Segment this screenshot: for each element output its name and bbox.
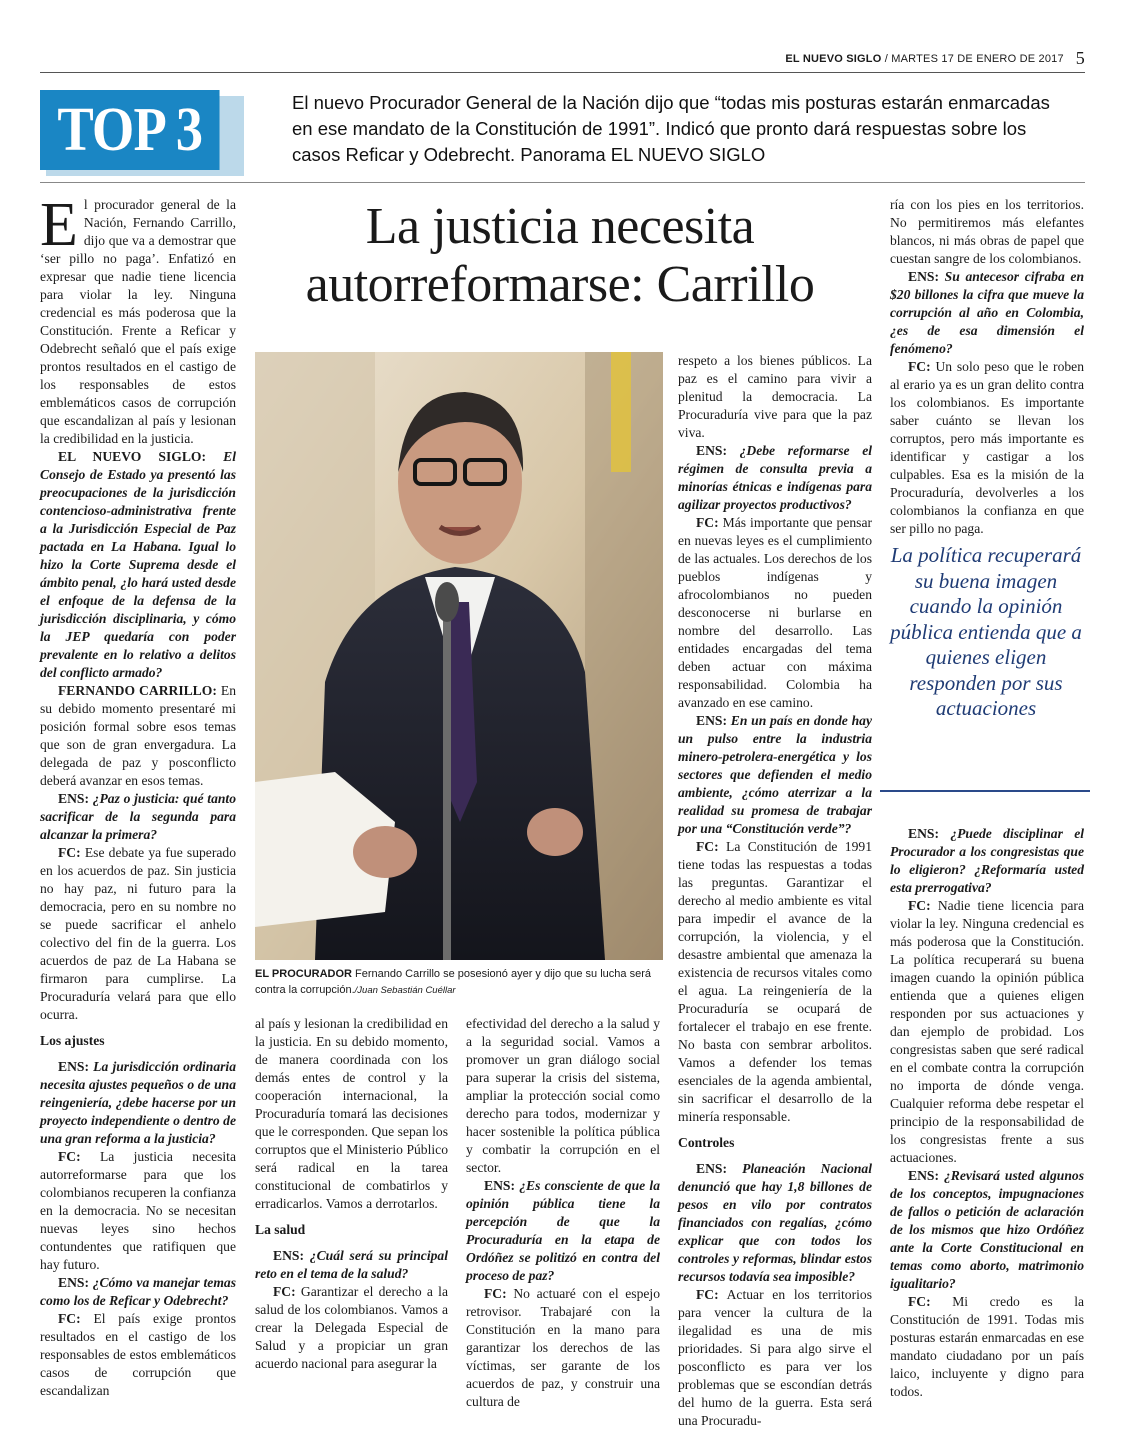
- answer-text: Un solo peso que le roben al erario ya es un gran delito contra los colombianos. Es importante saber cuánto se llevan los corruptos, pero más importante es identificar y castigar a los culpables. Esa es la misión de la Procuraduría, devolverles a los colombianos la confianza en que ser pillo no paga.: [890, 359, 1084, 536]
- speaker: ENS:: [696, 713, 727, 728]
- article-column-3: [466, 1015, 660, 1411]
- speaker: FC:: [696, 515, 719, 530]
- pull-quote: La política recuperará su buena imagen cuando la opinión pública entienda que a quienes eligen responden por sus actuaciones: [890, 543, 1082, 720]
- answer: [255, 1283, 448, 1373]
- question-text: ¿Debe reformarse el régimen de consulta previa a minorías étnicas e indígenas para agilizar proyectos productivos?: [678, 443, 872, 512]
- page-header: EL NUEVO SIGLO / MARTES 17 DE ENERO DE 2017 5: [785, 48, 1085, 68]
- speaker: FERNANDO CARRILLO:: [58, 683, 217, 698]
- speaker: EL NUEVO SIGLO:: [58, 449, 207, 464]
- answer-text: La Constitución de 1991 tiene todas las respuestas a todas las preguntas. Garantizar el derecho al medio ambiente es vital para impedir el avance de la corrupción, la violencia, y el desastre ambiental que amenaza la existencia de recursos vitales como el agua. La reingeniería de la Procuraduría se ocupará de fortalecer el trabajo en ese frente. No basta con sembrar arbolitos. Vamos a defender los temas esenciales de la agenda ambiental, sin sacrificar el desarrollo de la minería responsable.: [678, 839, 872, 1124]
- speaker: ENS:: [696, 1161, 727, 1176]
- headline: La justicia necesita autorreformarse: Carrillo: [305, 198, 815, 313]
- answer-text: Nadie tiene licencia para violar la ley. Ninguna credencial es más poderosa que la Constitución. La política recuperará su buena imagen cuando la opinión pública entienda que a quienes eligen responden por sus actuaciones y dan ejemplo de probidad. Los congresistas saben que seré radical en el combate contra la corrupción no importa de dónde venga. Cualquier reforma debe respetar el principio de la responsabilidad de los congresistas frente a sus actuaciones.: [890, 898, 1084, 1165]
- article-column-4: [678, 352, 872, 1430]
- intro-text: l procurador general de la Nación, Fernando Carrillo, dijo que va a demostrar que ‘ser pillo no paga’. Enfatizó en expresar que nadie tiene licencia para violar la ley. Ninguna credencial es más poderosa que la Constitución. Frente a Reficar y Odebrecht señaló que el país exige prontos resultados en el castigo de los responsables de estos emblemáticos casos de corrupción que escandalizan al país y lesionan la credibilidad en la justicia.: [40, 197, 236, 446]
- paragraph: efectividad del derecho a la salud y a la seguridad social. Vamos a promover un gran diálogo social para superar la crisis del sistema, ampliar la protección social como derecho para todos, modernizar y hacer sostenible la política pública y combatir la corrupción en el sector.: [466, 1016, 660, 1175]
- question-text: Planeación Nacional denunció que hay 1,8 billones de pesos en vilo por contratos financiados con regalías, ¿cómo explicar que con todos los controles y reformas, blindar estos recursos todavía sea imposible?: [678, 1161, 872, 1284]
- question-1: [678, 442, 872, 514]
- answer-text: Mi credo es la Constitución de 1991. Todas mis posturas estarán enmarcadas en ese mandato ciudadano por un país laico, incluyente y digno para todos.: [890, 1294, 1084, 1399]
- answer: [466, 1285, 660, 1411]
- question-text: Su antecesor cifraba en $20 billones la cifra que mueve la corrupción al año en Colombia, ¿es de esa dimensión el fenómeno?: [890, 269, 1084, 356]
- question-2: [678, 712, 872, 838]
- speaker: FC:: [908, 359, 931, 374]
- question-3: [678, 1160, 872, 1286]
- question-4: [40, 1274, 236, 1310]
- answer-1: [890, 358, 1084, 538]
- header-rule: [40, 72, 1085, 73]
- lead-rule: [40, 182, 1085, 183]
- question-text: ¿Revisará usted algunos de los conceptos, impugnaciones de fallos o petición de aclaración de los mismos que hizo Ordóñez ante la Corte Constitucional en temas como aborto, matrimonio igualitario?: [890, 1168, 1084, 1291]
- paper-name: EL NUEVO SIGLO: [785, 53, 882, 65]
- speaker: ENS:: [908, 826, 939, 841]
- speaker: ENS:: [908, 1168, 939, 1183]
- speaker: ENS:: [908, 269, 939, 284]
- question-1: [40, 448, 236, 682]
- speaker: FC:: [58, 1149, 81, 1164]
- page-number: 5: [1075, 48, 1085, 68]
- question-text: ¿Es consciente de que la opinión pública tiene la percepción de que la Procuraduría en la etapa de Ordóñez se politizó en contra del proceso de paz?: [466, 1178, 660, 1283]
- answer-2: [678, 838, 872, 1126]
- photo-caption: [255, 966, 665, 999]
- answer-3: [678, 1286, 872, 1430]
- answer-text: En su debido momento presentaré mi posición formal sobre esos temas que son de gran envergadura. La delegada de paz y posconflicto deberá avanzar en esos temas.: [40, 683, 236, 788]
- speaker: ENS:: [58, 1059, 89, 1074]
- speaker: FC:: [484, 1286, 507, 1301]
- paragraph: al país y lesionan la credibilidad en la justicia. En su debido momento, de manera coordinada con los demás entes de control y la cooperación internacional, la Procuraduría tomará las decisiones que le corresponden. Que sepan los corruptos que el Ministerio Público será radical en la tarea constitucional de combatirlos y erradicarlos. Vamos a derrotarlos.: [255, 1016, 448, 1211]
- article-lead: El nuevo Procurador General de la Nación dijo que “todas mis posturas estarán enmarcadas en ese mandato de la Constitución de 1991”. Indicó que pronto dará respuestas sobre los casos Reficar y Odebrecht. Panorama EL NUEVO SIGLO: [292, 92, 1050, 165]
- speaker: FC:: [908, 1294, 931, 1309]
- answer-4: [40, 1310, 236, 1400]
- subheading: Controles: [678, 1135, 735, 1150]
- answer-text: El país exige prontos resultados en el castigo de los responsables de estos emblemáticos casos de corrupción que escandalizan: [40, 1311, 236, 1398]
- question-3: [890, 1167, 1084, 1293]
- caption-text: Fernando Carrillo se posesionó ayer y dijo que su lucha será contra la corrupción.: [255, 968, 651, 996]
- speaker: FC:: [58, 1311, 81, 1326]
- speaker: FC:: [696, 1287, 719, 1302]
- article-column-5-top: [890, 196, 1084, 538]
- subheading: La salud: [255, 1222, 306, 1237]
- speaker: FC:: [908, 898, 931, 913]
- question-2: [890, 825, 1084, 897]
- answer-text: La justicia necesita autorreformarse para que los colombianos recuperen la confianza en la democracia. No se necesitan nuevas leyes sino hechos contundentes que ratifiquen que hay futuro.: [40, 1149, 236, 1272]
- photo: [255, 352, 663, 960]
- answer-1: [40, 682, 236, 790]
- photo-credit: /Juan Sebastián Cuéllar: [354, 985, 456, 996]
- speaker: FC:: [58, 845, 81, 860]
- article-column-5-bottom: [890, 825, 1084, 1401]
- speaker: ENS:: [58, 791, 89, 806]
- question: [255, 1247, 448, 1283]
- intro-paragraph: [40, 191, 236, 448]
- caption-lead: EL PROCURADOR: [255, 968, 352, 980]
- speaker: ENS:: [273, 1248, 304, 1263]
- article-column-1: [40, 191, 236, 1400]
- pull-quote-rule: [880, 790, 1090, 792]
- answer-text: Actuar en los territorios para vencer la cultura de la ilegalidad es una de mis prioridades. Si para algo sirve el posconflicto es para ver los problemas que se escondían detrás del humo de la guerra. Esta será una Procuradu-: [678, 1287, 872, 1428]
- speaker: ENS:: [696, 443, 727, 458]
- issue-date: MARTES 17 DE ENERO DE 2017: [891, 53, 1064, 65]
- speaker: ENS:: [484, 1178, 515, 1193]
- answer-2: [890, 897, 1084, 1167]
- answer-text: Más importante que pensar en nuevas leyes es el cumplimiento de las actuales. Los derechos de los pueblos indígenas y afrocolombianos no pueden desconocerse ni burlarse en nombre del desarrollo. Las entidades encargadas del tema deben actuar con máxima responsabilidad. Colombia ha avanzado en ese camino.: [678, 515, 872, 710]
- question-text: ¿Puede disciplinar el Procurador a los congresistas que lo eligieron? ¿Reformaría usted esta prerrogativa?: [890, 826, 1084, 895]
- paragraph: ría con los pies en los territorios. No permitiremos más elefantes blancos, ni más obras de papel que cuestan sangre de los colombianos.: [890, 197, 1084, 266]
- answer-2: [40, 844, 236, 1024]
- subheading: Los ajustes: [40, 1033, 105, 1048]
- answer-3: [40, 1148, 236, 1274]
- question-text: ¿Cuál será su principal reto en el tema de la salud?: [255, 1248, 448, 1281]
- paragraph: respeto a los bienes públicos. La paz es el camino para vivir a plenitud la democracia. La Procuraduría vive para que la paz viva.: [678, 353, 872, 440]
- question: [466, 1177, 660, 1285]
- question-1: [890, 268, 1084, 358]
- question-text: El Consejo de Estado ya presentó las preocupaciones de la jurisdicción contencioso-administrativa frente a la Jurisdicción Especial de Paz pactada en La Habana. Igual lo hizo la Corte Suprema desde el ámbito penal, ¿lo hará usted desde el enfoque de la defensa de la jurisdicción disciplinaria, y cómo la JEP quedaría con poder prevalente en lo relativo a delitos del conflicto armado?: [40, 449, 236, 680]
- question-2: [40, 790, 236, 844]
- section-label: TOP 3: [40, 90, 220, 170]
- speaker: FC:: [273, 1284, 296, 1299]
- answer-text: Garantizar el derecho a la salud de los colombianos. Vamos a crear la Delegada Especial de Salud y a propiciar un gran acuerdo nacional para asegurar la: [255, 1284, 448, 1371]
- question-text: ¿Paz o justicia: qué tanto sacrificar de la segunda para alcanzar la primera?: [40, 791, 236, 842]
- drop-cap: E: [40, 191, 78, 259]
- article-column-2: [255, 1015, 448, 1373]
- question-3: [40, 1058, 236, 1148]
- speaker: ENS:: [58, 1275, 89, 1290]
- answer-text: No actuaré con el espejo retrovisor. Trabajaré con la Constitución en la mano para garantizar los derechos de las víctimas, ser garante de los acuerdos de paz, y construir una cultura de: [466, 1286, 660, 1409]
- answer-3: [890, 1293, 1084, 1401]
- speaker: FC:: [696, 839, 719, 854]
- answer-text: Ese debate ya fue superado en los acuerdos de paz. Sin justicia no hay paz, ni futuro para la democracia, pero en su nombre no se puede sacrificar el anhelo colectivo del fin de la guerra. Los acuerdos de paz de La Habana se firmaron para cumplirse. La Procuraduría velará para que ello ocurra.: [40, 845, 236, 1022]
- answer-1: [678, 514, 872, 712]
- question-text: ¿Cómo va manejar temas como los de Reficar y Odebrecht?: [40, 1275, 236, 1308]
- question-text: La jurisdicción ordinaria necesita ajustes pequeños o de una reingeniería, ¿debe hacerse por un proyecto independiente o dentro de una gran reforma a la justicia?: [40, 1059, 236, 1146]
- question-text: En un país en donde hay un pulso entre la industria minero-petrolera-energética y los sectores que defienden el medio ambiente, ¿cómo aterrizar a la realidad su promesa de trabajar por una “Constitución verde”?: [678, 713, 872, 836]
- photo-illustration: [255, 352, 663, 960]
